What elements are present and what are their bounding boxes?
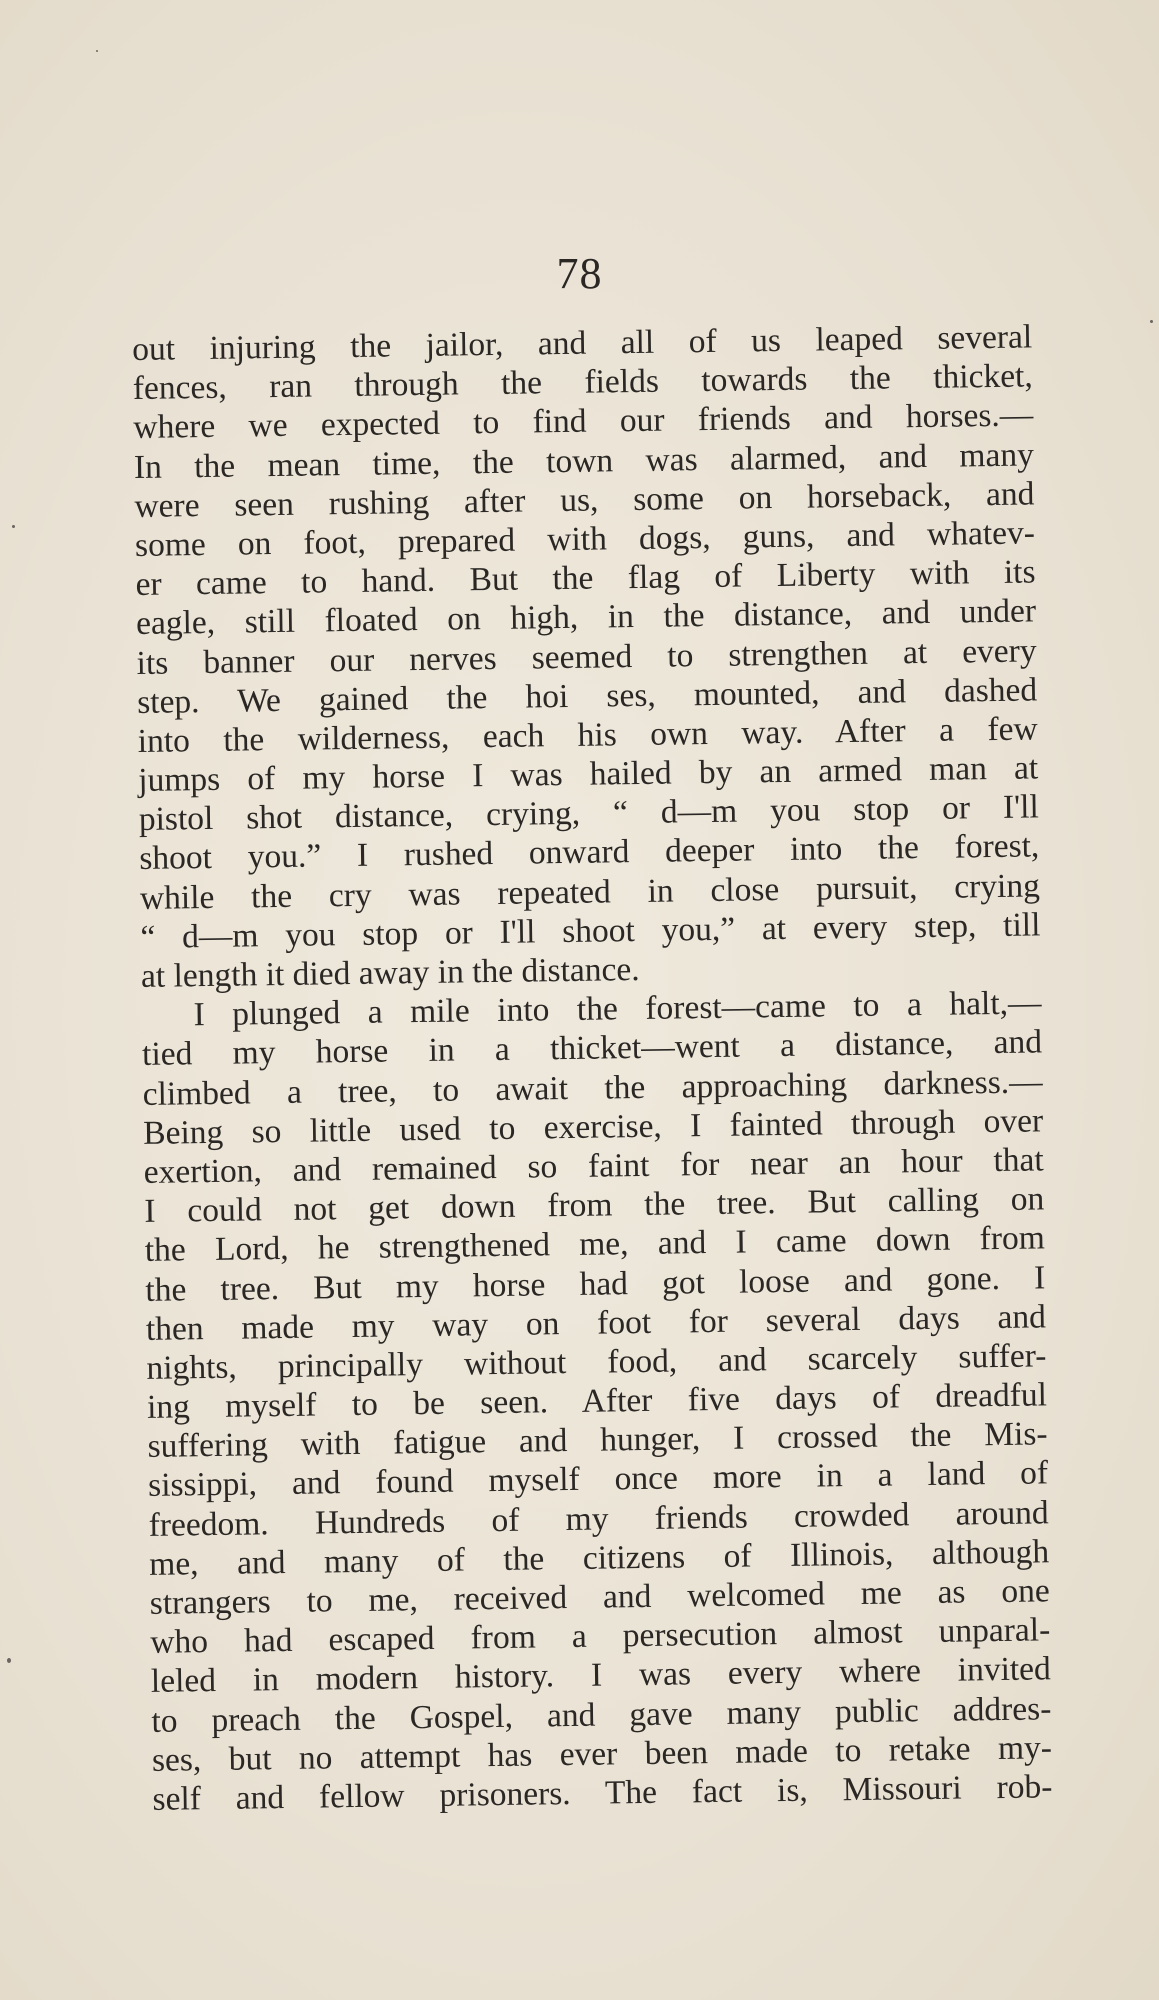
- text-line: to preach the Gospel, and gave many public addres-: [151, 1689, 1052, 1740]
- text-line: In the mean time, the town was alarmed, and many: [133, 435, 1035, 486]
- text-line: nights, principally without food, and scarcely suffer-: [146, 1337, 1047, 1387]
- text-line: suffering with fatigue and hunger, I crossed the Mis-: [147, 1415, 1048, 1466]
- text-line: exertion, and remained so faint for near an hour that: [143, 1141, 1044, 1191]
- text-line: freedom. Hundreds of my friends crowded around: [148, 1493, 1049, 1544]
- body-text: [132, 317, 1053, 1819]
- text-line: the tree. But my horse had got loose and gone. I: [145, 1258, 1046, 1309]
- text-line: were seen rushing after us, some on horseback, and: [134, 475, 1035, 525]
- text-line: ses, but no attempt has ever been made to retake my-: [151, 1729, 1053, 1779]
- text-line: leled in modern history. I was every where invited: [150, 1650, 1052, 1701]
- text-line: I could not get down from the tree. But calling on: [144, 1180, 1045, 1231]
- page-number: 78: [556, 249, 603, 298]
- paper-speck: [96, 50, 98, 52]
- text-line: jumps of my horse I was hailed by an armed man at: [138, 749, 1039, 800]
- paper-speck: [1150, 320, 1153, 323]
- text-line: into the wilderness, each his own way. After a few: [137, 710, 1038, 760]
- paper-speck: [12, 525, 15, 528]
- text-line: sissippi, and found myself once more in a land of: [147, 1454, 1049, 1505]
- paper-speck: [7, 1658, 11, 1663]
- text-line: Being so little used to exercise, I fainted through over: [142, 1102, 1044, 1152]
- text-line: me, and many of the citizens of Illinois, although: [148, 1533, 1050, 1583]
- text-line: its banner our nerves seemed to strengthen at every: [136, 631, 1037, 682]
- text-line: I plunged a mile into the forest—came to a halt,—: [193, 984, 1042, 1034]
- text-line: shoot you.” I rushed onward deeper into the forest,: [139, 827, 1040, 878]
- text-line: out injuring the jailor, and all of us leaped several: [132, 318, 1033, 368]
- text-line: tied my horse in a thicket—went a distance, and: [141, 1023, 1043, 1074]
- text-line: the Lord, he strengthened me, and I came down from: [144, 1219, 1046, 1270]
- text-line: pistol shot distance, crying, “ d—m you stop or I'll: [138, 788, 1040, 839]
- text-line: where we expected to find our friends and horses.—: [133, 396, 1034, 447]
- text-line: er came to hand. But the flag of Liberty with its: [135, 553, 1036, 604]
- text-line: some on foot, prepared with dogs, guns, and whatev-: [134, 514, 1036, 564]
- text-line: ing myself to be seen. After five days of dreadful: [146, 1376, 1048, 1426]
- text-line: “ d—m you stop or I'll shoot you,” at every step, till: [140, 906, 1041, 956]
- text-line: at length it died away in the distance.: [140, 950, 640, 995]
- text-line: strangers to me, received and welcomed me as one: [149, 1572, 1050, 1622]
- text-line: climbed a tree, to await the approaching darkness.—: [142, 1062, 1043, 1113]
- text-line: who had escaped from a persecution almost unparal-: [150, 1611, 1051, 1662]
- text-line: eagle, still floated on high, in the distance, and under: [135, 592, 1037, 643]
- text-line: fences, ran through the fields towards the thicket,: [132, 357, 1033, 408]
- text-line: then made my way on foot for several days and: [145, 1298, 1047, 1348]
- text-line: while the cry was repeated in close pursuit, crying: [139, 867, 1041, 917]
- text-line: self and fellow prisoners. The fact is, Missouri rob-: [152, 1768, 1053, 1818]
- text-line: step. We gained the hoi ses, mounted, and dashed: [136, 671, 1038, 721]
